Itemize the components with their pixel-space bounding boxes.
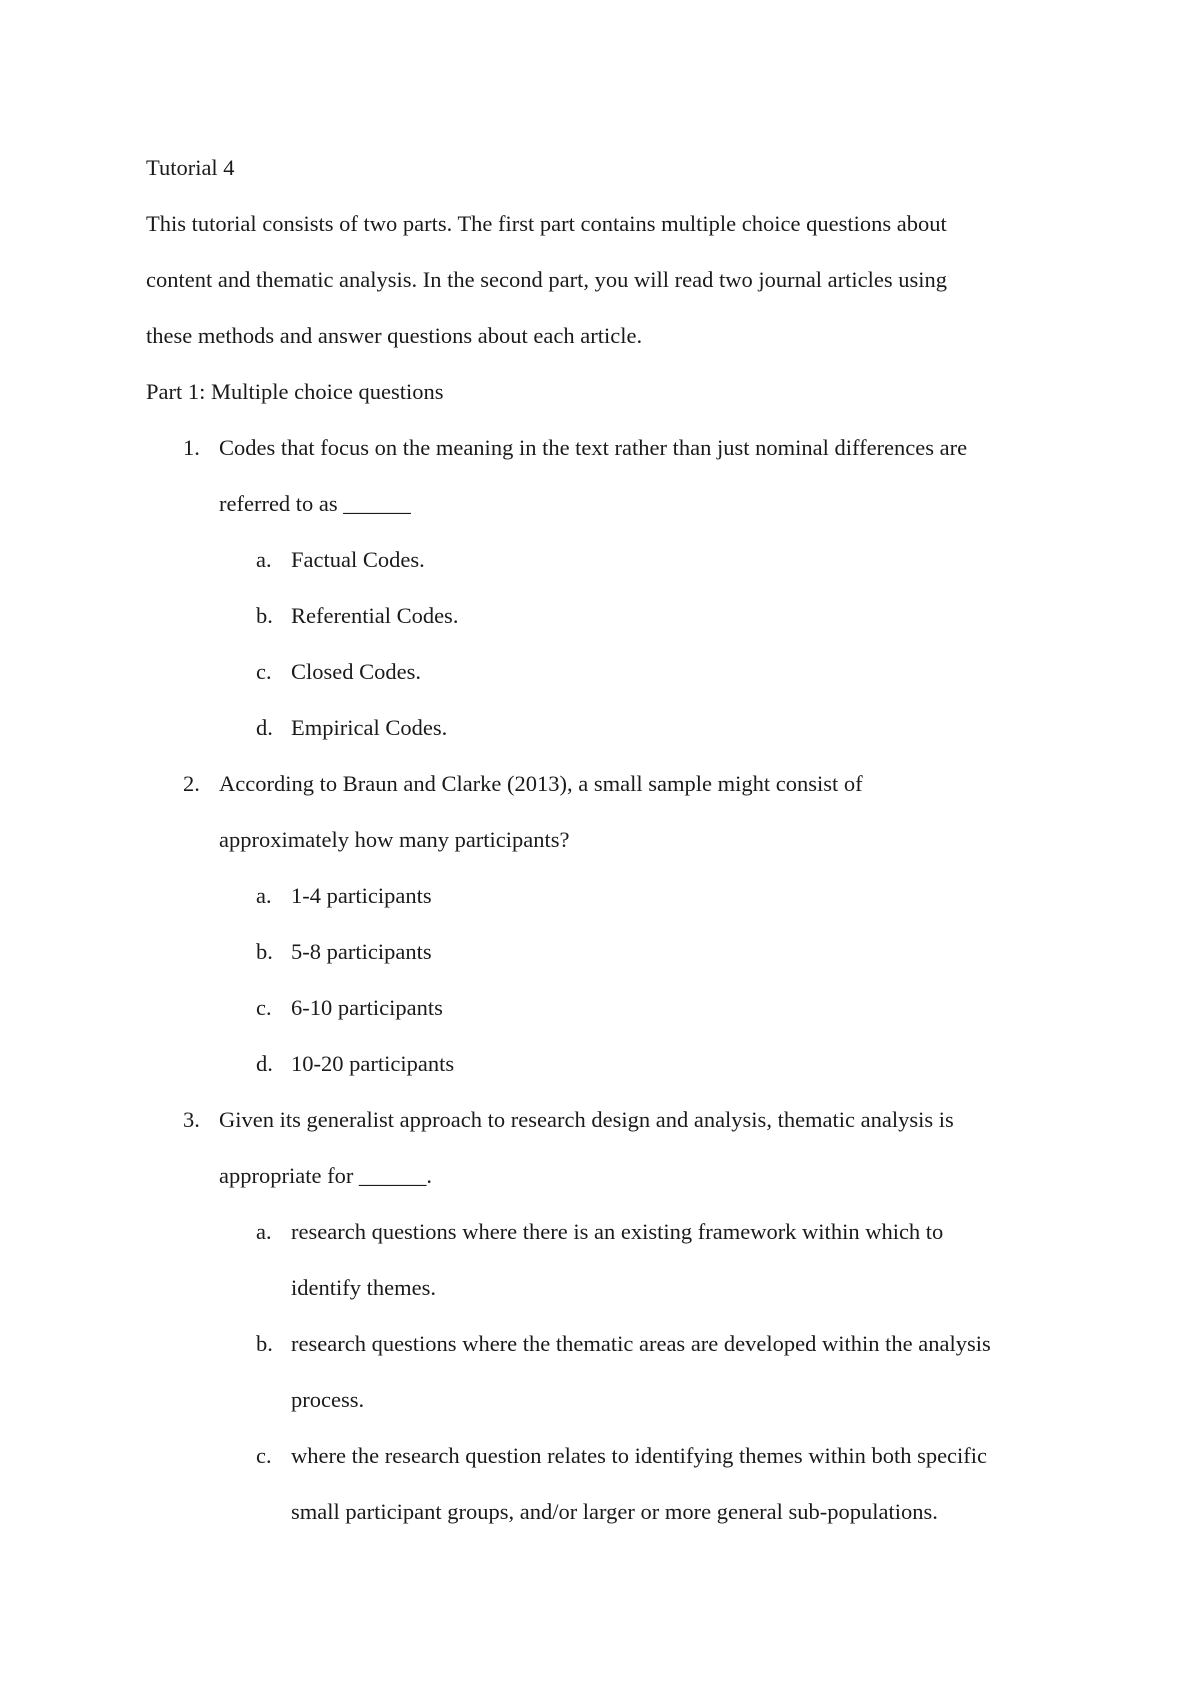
option-letter: c. [256, 659, 272, 684]
intro-line: these methods and answer questions about each article. [146, 323, 643, 348]
question-2-option-b [146, 924, 1066, 980]
question-number: 3. [183, 1107, 200, 1132]
question-3 [146, 1092, 1066, 1204]
intro-paragraph [146, 196, 1066, 364]
question-text-line: referred to as ______ [219, 491, 411, 516]
question-text-line: Given its generalist approach to research design and analysis, thematic analysis is [219, 1107, 954, 1132]
option-letter: d. [256, 715, 273, 740]
option-text: Closed Codes. [291, 659, 422, 684]
option-text: research questions where there is an existing framework within which to [291, 1219, 944, 1244]
document-title: Tutorial 4 [146, 155, 235, 180]
option-text: small participant groups, and/or larger or more general sub-populations. [291, 1499, 938, 1524]
question-3-option-b [146, 1316, 1066, 1428]
section-heading: Part 1: Multiple choice questions [146, 379, 444, 404]
option-text: 5-8 participants [291, 939, 432, 964]
option-letter: c. [256, 995, 272, 1020]
question-2 [146, 756, 1066, 868]
question-1-option-a [146, 532, 1066, 588]
option-text: 6-10 participants [291, 995, 443, 1020]
question-1 [146, 420, 1066, 532]
option-letter: b. [256, 1331, 273, 1356]
option-text: where the research question relates to identifying themes within both specific [291, 1443, 988, 1468]
question-2-option-c [146, 980, 1066, 1036]
option-letter: b. [256, 939, 273, 964]
option-letter: a. [256, 547, 272, 572]
option-letter: d. [256, 1051, 273, 1076]
option-text: 10-20 participants [291, 1051, 455, 1076]
question-text-line: approximately how many participants? [219, 827, 570, 852]
option-text: identify themes. [291, 1275, 436, 1300]
option-text: Referential Codes. [291, 603, 459, 628]
question-3-option-a [146, 1204, 1066, 1316]
option-text: Empirical Codes. [291, 715, 448, 740]
question-2-option-a [146, 868, 1066, 924]
option-text: Factual Codes. [291, 547, 425, 572]
option-letter: a. [256, 883, 272, 908]
question-3-option-c [146, 1428, 1066, 1540]
option-letter: c. [256, 1443, 272, 1468]
question-2-option-d [146, 1036, 1066, 1092]
question-text-line: According to Braun and Clarke (2013), a small sample might consist of [219, 771, 863, 796]
intro-line: content and thematic analysis. In the second part, you will read two journal articles using [146, 267, 948, 292]
option-letter: a. [256, 1219, 272, 1244]
intro-line: This tutorial consists of two parts. The first part contains multiple choice questions about [146, 211, 947, 236]
question-1-option-c [146, 644, 1066, 700]
question-1-option-d [146, 700, 1066, 756]
question-text-line: appropriate for ______. [219, 1163, 433, 1188]
question-1-option-b [146, 588, 1066, 644]
question-number: 1. [183, 435, 200, 460]
question-number: 2. [183, 771, 200, 796]
option-text: 1-4 participants [291, 883, 432, 908]
document-body [146, 140, 1066, 1540]
option-letter: b. [256, 603, 273, 628]
option-text: research questions where the thematic areas are developed within the analysis [291, 1331, 991, 1356]
option-text: process. [291, 1387, 365, 1412]
question-text-line: Codes that focus on the meaning in the text rather than just nominal differences are [219, 435, 968, 460]
